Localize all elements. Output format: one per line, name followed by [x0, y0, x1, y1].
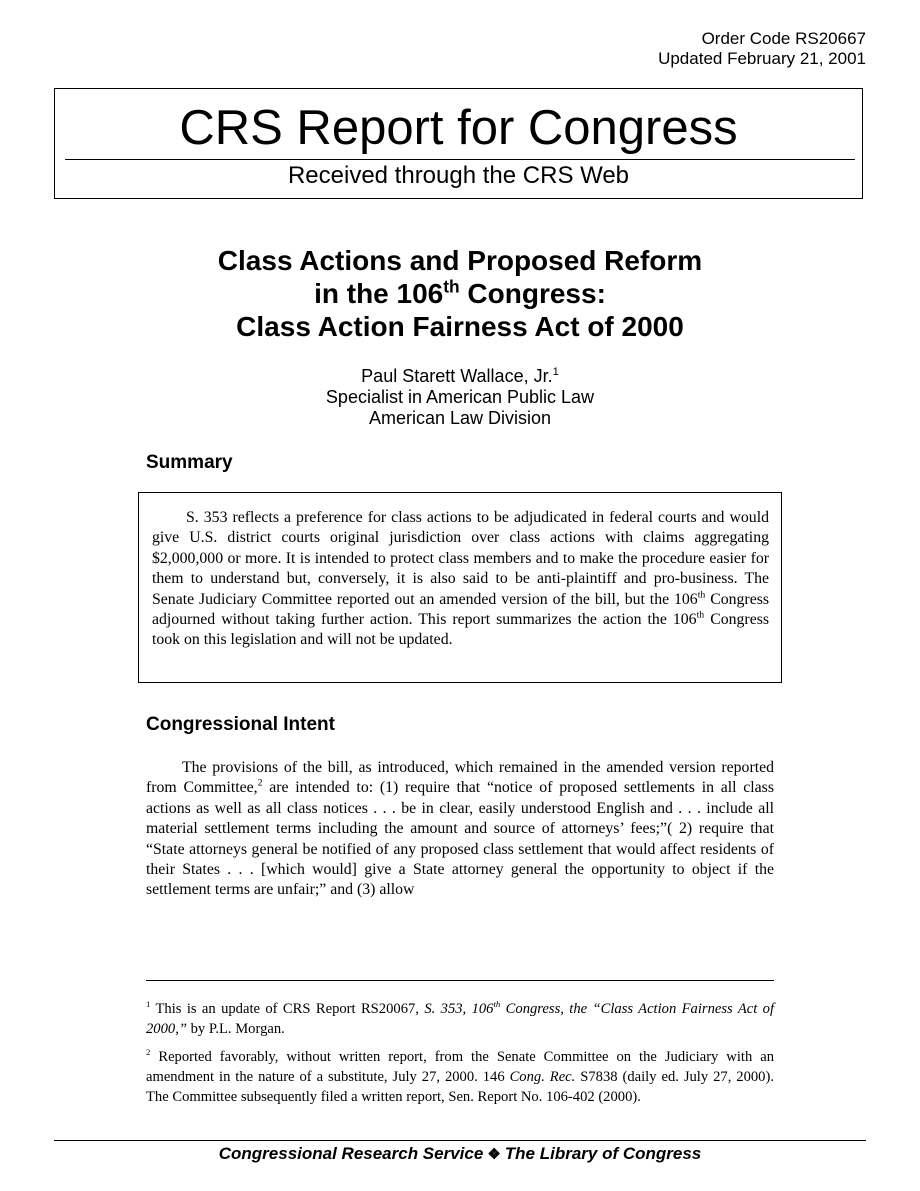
footnote-1-citation-sup: th [493, 999, 501, 1010]
banner-divider [65, 159, 855, 160]
footnote-2-number: 2 [146, 1047, 151, 1058]
title-line-2-pre: in the 106 [314, 278, 444, 309]
footnote-1-number: 1 [146, 999, 151, 1010]
footer-right: The Library of Congress [504, 1144, 702, 1163]
footnote-2-text: S7838 (daily ed. July 27, 2000). The Committee subsequently filed a written report, Sen. Report No. 106-402 (2000). [146, 1069, 774, 1105]
updated-date: Updated February 21, 2001 [658, 49, 866, 68]
diamond-separator-icon: ❖ [487, 1146, 501, 1163]
summary-box [138, 492, 782, 683]
footnote-1-text: by P.L. Morgan. [186, 1021, 285, 1037]
footnote-divider [146, 980, 774, 981]
title-line-2-post: Congress: [459, 278, 606, 309]
page-footer [0, 1143, 920, 1166]
summary-sup: th [697, 589, 706, 601]
intent-text-part: are intended to: (1) require that “notice of proposed settlements in all class actions as well as all class notices . . . be in clear, easily understood English and . . . include all material settlement terms including the amount and source of attorneys’ fees;”( 2) require that “State attorneys general be notified of any proposed class settlement that would affect residents of their States . . . [which would] give a State attorney general the opportunity to object if the settlement terms are unfair;” and (3) allow [146, 779, 774, 899]
footnote-2-text: Reported favorably, without written report, from the Senate Committee on the Judiciary with an amendment in the nature of a substitute, July 27, 2000. 146 [146, 1049, 774, 1085]
intent-section [146, 758, 774, 901]
intent-text [146, 758, 774, 901]
intent-text-part: The provisions of the bill, as introduced, which remained in the amended version reported from Committee, [146, 759, 774, 797]
author-block [0, 366, 920, 429]
summary-text-part: Congress took on this legislation and will not be updated. [152, 611, 769, 649]
author-name-line [0, 366, 920, 387]
title-line-2-sup: th [443, 276, 460, 297]
summary-heading: Summary [146, 452, 233, 473]
summary-text [152, 508, 769, 651]
footer-left: Congressional Research Service [218, 1144, 484, 1163]
footer-divider [54, 1140, 866, 1141]
footnote-2 [146, 1047, 774, 1107]
summary-text-part: Congress adjourned without taking further action. This report summarizes the action the 106 [152, 590, 770, 629]
intent-heading: Congressional Intent [146, 714, 335, 735]
footnote-1 [146, 999, 774, 1039]
footnote-1-text: This is an update of CRS Report RS20067, [150, 1001, 425, 1017]
footnote-2-citation: Cong. Rec. [509, 1069, 576, 1085]
author-footnote-ref[interactable]: 1 [552, 366, 559, 378]
title-line-1: Class Actions and Proposed Reform [217, 245, 703, 276]
order-info [658, 29, 866, 69]
summary-text-part: S. 353 reflects a preference for class actions to be adjudicated in federal courts and would give U.S. district courts original jurisdiction over class actions with claims aggregating $2,000,000 or more. It is intended to protect class members and to make the procedure easier for them to understand but, conversely, it is also said to be anti-plaintiff and pro-business. The Senate Judiciary Committee reported out an amended version of the bill, but the 106 [152, 509, 769, 608]
title-line-2 [0, 277, 920, 310]
author-title: Specialist in American Public Law [325, 387, 595, 407]
author-name: Paul Starett Wallace, Jr. [361, 366, 553, 386]
summary-sup: th [696, 609, 705, 621]
report-banner [54, 88, 863, 199]
title-line-3: Class Action Fairness Act of 2000 [236, 311, 684, 342]
footnote-1-citation-part: S. 353, 106 [424, 1001, 494, 1017]
footnotes [146, 999, 774, 1115]
intent-footnote-ref[interactable]: 2 [257, 778, 263, 790]
author-division: American Law Division [368, 408, 552, 428]
footnote-1-citation-part: Congress, the “Class Action Fairness Act of 2000,” [146, 1001, 775, 1037]
order-code: Order Code RS20667 [701, 29, 866, 48]
banner-subtitle: Received through the CRS Web [287, 162, 630, 189]
report-title [0, 244, 920, 343]
banner-title: CRS Report for Congress [179, 101, 738, 155]
